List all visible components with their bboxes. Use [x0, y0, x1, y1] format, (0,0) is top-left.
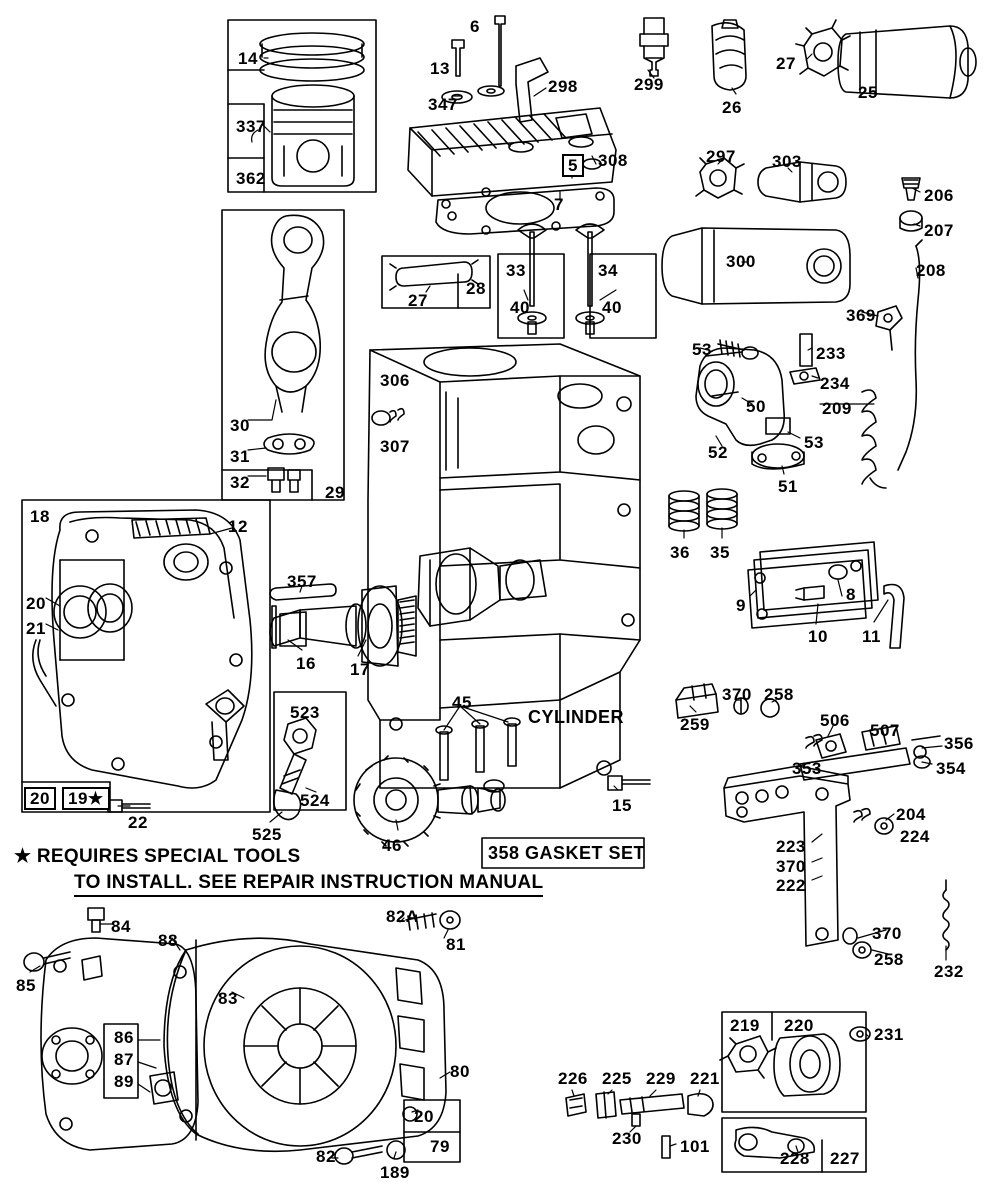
callout-222: 222 — [776, 876, 806, 895]
callout-523: 523 — [290, 703, 320, 722]
part-206 — [902, 178, 920, 200]
callout-27b: 27 — [408, 291, 428, 310]
callout-18: 18 — [30, 507, 50, 526]
footnote-line-2: TO INSTALL. SEE REPAIR INSTRUCTION MANUAL — [74, 872, 543, 897]
callout-357: 357 — [287, 572, 317, 591]
callout-20b: 20 — [24, 787, 56, 810]
callout-40b: 40 — [602, 298, 622, 317]
callout-22: 22 — [128, 813, 148, 832]
callout-5: 5 — [562, 154, 584, 177]
piston-pin-27 — [390, 260, 478, 290]
callout-303: 303 — [772, 152, 802, 171]
callout-85: 85 — [16, 976, 36, 995]
callout-25: 362 — [236, 169, 266, 188]
callout-370a: 370 — [722, 685, 752, 704]
callout-507: 507 — [870, 721, 900, 740]
callout-19: 19★ — [62, 787, 110, 810]
spring-36 — [669, 491, 699, 531]
callout-220: 220 — [784, 1016, 814, 1035]
callout-206: 206 — [924, 186, 954, 205]
callout-231: 231 — [874, 1025, 904, 1044]
callout-226: 226 — [558, 1069, 588, 1088]
callout-79: 79 — [430, 1137, 450, 1156]
callout-28: 28 — [466, 279, 486, 298]
callout-227: 227 — [830, 1149, 860, 1168]
part-230 — [632, 1114, 640, 1126]
part-225 — [596, 1092, 616, 1118]
callout-6: 347 — [428, 95, 458, 114]
callout-88: 88 — [158, 931, 178, 950]
spark-plug-337 — [640, 18, 668, 76]
callout-234: 234 — [820, 374, 850, 393]
fastener-370c — [843, 928, 871, 958]
callout-13: 13 — [430, 59, 450, 78]
callout-229: 229 — [646, 1069, 676, 1088]
callout-34: 34 — [598, 261, 618, 280]
camshaft-46 — [354, 756, 505, 846]
part-207 — [900, 211, 922, 231]
footnote-line-1: ★ REQUIRES SPECIAL TOOLS — [14, 846, 301, 867]
callout-52: 52 — [708, 443, 728, 462]
crankshaft-17 — [270, 548, 546, 666]
rod-cap-31 — [264, 434, 314, 454]
fastener-84 — [88, 908, 104, 932]
spring-232 — [943, 880, 949, 950]
callout-17: 17 — [350, 660, 370, 679]
callout-370b: 370 — [776, 857, 806, 876]
callout-27a: 337 — [236, 117, 266, 136]
callout-30: 30 — [230, 416, 250, 435]
rod-bolt-32 — [268, 468, 300, 492]
carburetor-300 — [662, 228, 850, 304]
callout-221: 221 — [690, 1069, 720, 1088]
callout-297: 297 — [706, 147, 736, 166]
part-233 — [800, 334, 812, 366]
callout-14: 6 — [470, 17, 480, 36]
callout-300: 300 — [726, 252, 756, 271]
piston-rings — [260, 33, 364, 81]
cylinder-label: CYLINDER — [528, 707, 625, 727]
callout-10: 10 — [808, 627, 828, 646]
callout-29: 29 — [325, 483, 345, 502]
callout-53b: 53 — [804, 433, 824, 452]
control-bracket-222 — [724, 766, 850, 946]
crankcase-cover-18 — [33, 510, 252, 788]
callout-84: 84 — [111, 917, 131, 936]
callout-308: 308 — [598, 151, 628, 170]
callout-15: 15 — [612, 796, 632, 815]
callout-228: 228 — [780, 1149, 810, 1168]
callout-83: 83 — [218, 989, 238, 1008]
callout-307: 307 — [380, 437, 410, 456]
callout-45: 45 — [452, 693, 472, 712]
callout-525: 525 — [252, 825, 282, 844]
callout-51: 51 — [778, 477, 798, 496]
part-221 — [688, 1094, 713, 1116]
callout-524: 524 — [300, 791, 330, 810]
callout-86: 86 — [114, 1028, 134, 1047]
callout-259: 259 — [680, 715, 710, 734]
tappets-45 — [436, 718, 520, 780]
callout-53a: 53 — [692, 340, 712, 359]
spring-35 — [707, 489, 737, 529]
connecting-rod-30 — [265, 215, 324, 412]
callout-369: 369 — [846, 306, 876, 325]
callout-362: 26 — [722, 98, 742, 117]
callout-80: 80 — [450, 1062, 470, 1081]
gasket-set-label: 358 GASKET SET — [488, 843, 646, 863]
callout-46: 46 — [382, 836, 402, 855]
callout-11: 11 — [862, 627, 881, 646]
callout-337: 299 — [634, 75, 664, 94]
part-362 — [712, 20, 746, 90]
callout-356: 356 — [944, 734, 974, 753]
bolt-15 — [608, 776, 650, 790]
part-259 — [676, 684, 718, 718]
callout-506: 506 — [820, 711, 850, 730]
callout-258b: 258 — [874, 950, 904, 969]
callout-258a: 258 — [764, 685, 794, 704]
callout-225: 225 — [602, 1069, 632, 1088]
callout-32: 32 — [230, 473, 250, 492]
callout-7: 7 — [554, 195, 564, 214]
callout-232: 232 — [934, 962, 964, 981]
callout-89: 89 — [114, 1072, 134, 1091]
callout-31: 31 — [230, 447, 250, 466]
callout-208: 208 — [916, 261, 946, 280]
callout-298: 27 — [776, 54, 796, 73]
callout-26: 14 — [238, 49, 258, 68]
callout-40a: 40 — [510, 298, 530, 317]
part-234 — [790, 368, 820, 384]
callout-9: 9 — [736, 596, 746, 615]
callout-20a: 20 — [26, 594, 46, 613]
callout-8: 8 — [846, 585, 856, 604]
callout-82A: 82A — [386, 907, 419, 926]
callout-204: 204 — [896, 805, 926, 824]
spring-209 — [862, 390, 886, 488]
callout-81: 81 — [446, 935, 466, 954]
piston — [272, 85, 354, 186]
cylinder-head-308 — [408, 108, 616, 196]
callout-230: 230 — [612, 1129, 642, 1148]
callout-219: 219 — [730, 1016, 760, 1035]
callout-36: 36 — [670, 543, 690, 562]
callout-233: 233 — [816, 344, 846, 363]
callout-189: 189 — [380, 1163, 410, 1182]
gear-group-219 — [720, 1027, 870, 1096]
part-101 — [662, 1136, 670, 1158]
fastener-204 — [854, 809, 893, 834]
callout-223: 223 — [776, 837, 806, 856]
callout-347: 298 — [548, 77, 578, 96]
callout-209: 209 — [822, 399, 852, 418]
callout-207: 207 — [924, 221, 954, 240]
callout-299: 25 — [858, 83, 878, 102]
callout-20c: 20 — [414, 1107, 434, 1126]
head-fastener-13 — [452, 40, 464, 76]
callout-16: 16 — [296, 654, 316, 673]
callout-35: 35 — [710, 543, 730, 562]
callout-21: 21 — [26, 619, 46, 638]
callout-82: 82 — [316, 1147, 336, 1166]
callout-354: 354 — [936, 759, 966, 778]
callout-306: 306 — [380, 371, 410, 390]
part-307 — [372, 409, 404, 425]
callout-353: 353 — [792, 759, 822, 778]
callout-87: 87 — [114, 1050, 134, 1069]
shaft-229 — [620, 1094, 684, 1114]
callout-101: 101 — [680, 1137, 710, 1156]
callout-370c: 370 — [872, 924, 902, 943]
callout-50: 50 — [746, 397, 766, 416]
callout-33: 33 — [506, 261, 526, 280]
head-gasket-7 — [436, 188, 614, 234]
callout-224: 224 — [900, 827, 930, 846]
part-298 — [796, 20, 850, 76]
head-fastener-14 — [495, 16, 505, 86]
part-369 — [876, 306, 902, 350]
callout-12: 12 — [228, 517, 248, 536]
part-226 — [566, 1094, 586, 1116]
